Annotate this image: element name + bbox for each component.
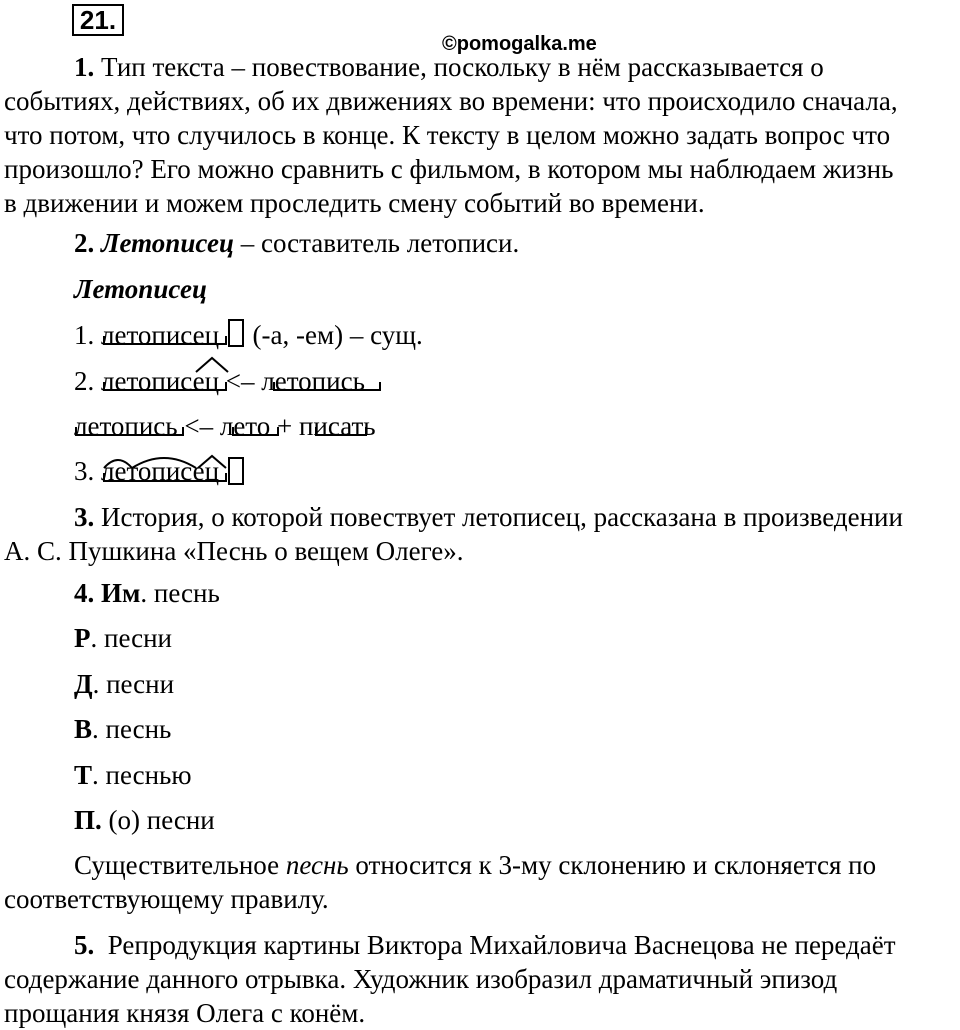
derivation-arrow: <– (225, 366, 255, 396)
case-row (74, 580, 220, 607)
analysed-word: летописец (101, 320, 220, 350)
text-fragment: относится к 3-му склонению и склоняется по (355, 850, 877, 880)
ending-box (229, 458, 243, 484)
text-line: А. С. Пушкина «Песнь о вещем Олеге». (4, 536, 464, 566)
analysed-word: летописец (101, 456, 220, 486)
analysed-word: летописец (101, 366, 220, 396)
item-number: 3. (74, 502, 95, 532)
root-arc (104, 460, 132, 468)
case-form: . песни (90, 623, 172, 653)
text-line: прощания князя Олега с конём. (4, 998, 366, 1028)
paragraph-3 (4, 500, 960, 568)
watermark: ©pomogalka.me (442, 33, 597, 55)
case-form: . песнью (92, 760, 192, 790)
text-line: в движении и можем проследить смену событий во времени. (4, 188, 705, 218)
case-label: В (74, 714, 93, 744)
line-number: 3. (74, 456, 95, 486)
derivation-arrow: <– (184, 411, 214, 441)
text-line: Репродукция картины Виктора Михайловича Васнецова не передаёт (107, 930, 896, 960)
case-form: . песнь (140, 578, 220, 608)
case-form: . песнь (92, 714, 172, 744)
plus-sign: + (277, 411, 293, 441)
case-row (74, 671, 174, 698)
text-line: Тип текста – повествование, поскольку в нём рассказывается о (101, 52, 824, 82)
case-row (74, 716, 171, 743)
case-label: П. (74, 805, 102, 835)
case-row (74, 762, 192, 789)
stem-bracket (76, 427, 183, 435)
declension-note (4, 848, 960, 916)
term: Летописец (101, 228, 234, 258)
stem-bracket (104, 336, 226, 344)
stem-bracket (316, 427, 366, 435)
definition: – составитель летописи. (240, 228, 520, 258)
root-word: лето (219, 411, 271, 441)
stem-bracket (104, 473, 226, 481)
item-number: 4. (74, 578, 95, 608)
case-row (74, 625, 172, 652)
text-line: соответствующему правилу. (4, 884, 329, 914)
case-label: Р (74, 623, 91, 653)
root-word: писать (298, 411, 376, 441)
line-number: 2. (74, 366, 95, 396)
morph-note: (-а, -ем) – сущ. (252, 320, 423, 350)
suffix-mark (198, 456, 226, 468)
text-line: что потом, что случилось в конце. К тексту в целом можно задать вопрос что (4, 120, 891, 150)
word-analysis-heading: Летописец (74, 274, 207, 304)
ending-box (229, 320, 243, 346)
text-line: содержание данного отрывка. Художник изобразил драматичный эпизод (4, 964, 838, 994)
suffix-mark (196, 358, 228, 372)
item-number: 5. (74, 930, 95, 960)
highlighted-word: песнь (285, 850, 349, 880)
case-form: (о) песни (108, 805, 215, 835)
exercise-number: 21. (72, 4, 124, 36)
stem-bracket (274, 382, 380, 390)
source-word: летопись (74, 411, 178, 441)
root-arc (132, 458, 196, 468)
line-number: 1. (74, 320, 95, 350)
text-line: событиях, действиях, об их движениях во времени: что происходило сначала, (4, 86, 898, 116)
case-label: Д (74, 669, 93, 699)
text-fragment: Существительное (74, 850, 280, 880)
stem-bracket (104, 382, 226, 390)
text-line: произошло? Его можно сравнить с фильмом, в котором мы наблюдаем жизнь (4, 154, 894, 184)
case-label: Т (74, 760, 93, 790)
stem-bracket (233, 427, 278, 435)
case-row (74, 807, 215, 834)
source-word: летопись (261, 366, 365, 396)
paragraph-5 (4, 928, 960, 1030)
text-line: История, о которой повествует летописец, рассказана в произведении (101, 502, 903, 532)
item-number: 1. (74, 52, 95, 82)
case-label: Им (101, 578, 141, 608)
item-number: 2. (74, 228, 95, 258)
case-form: . песни (92, 669, 175, 699)
